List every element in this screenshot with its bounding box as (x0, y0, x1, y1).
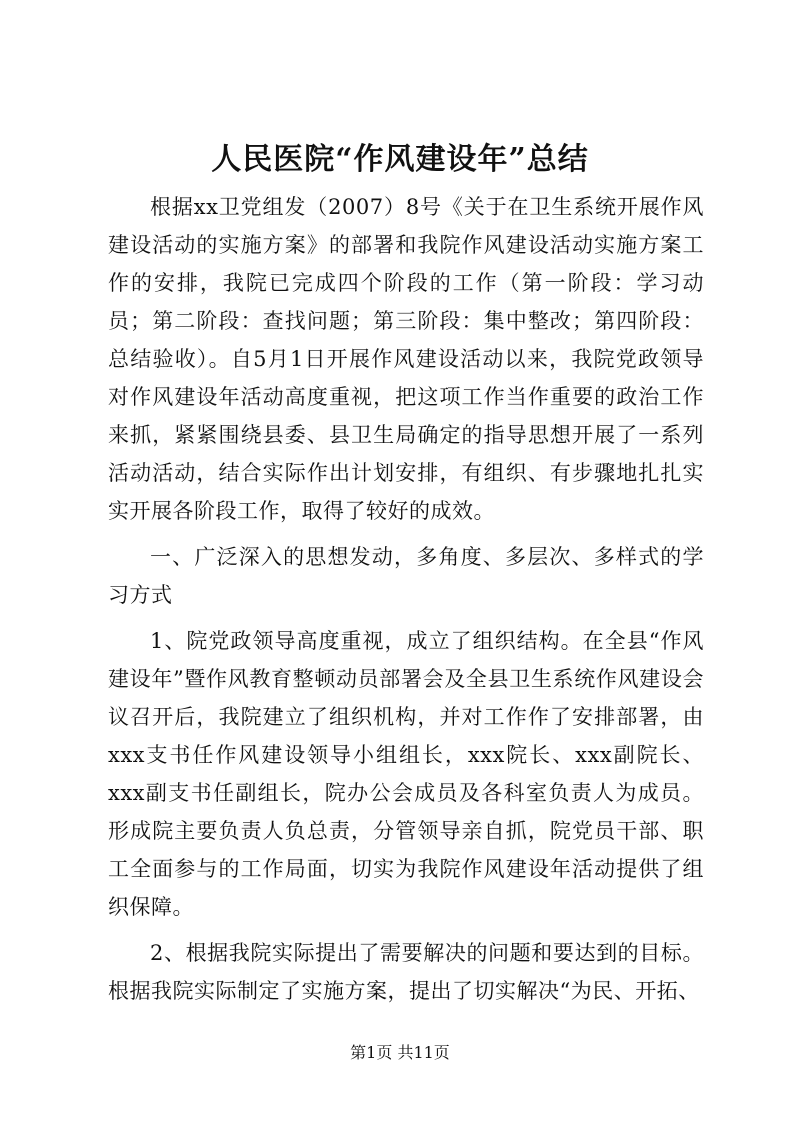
paragraph-item-1: 1、院党政领导高度重视，成立了组织结构。在全县“作风建设年”暨作风教育整顿动员部署会及全县卫生系统作风建设会议召开后，我院建立了组织机构，并对工作作了安排部署，由xxx支书任作风建设领导小组组长，xxx院长、xxx副院长、xxx副支书任副组长，院办公会成员及各科室负责人为成员。形成院主要负责人负总责，分管领导亲自抓，院党员干部、职工全面参与的工作局面，切实为我院作风建设年活动提供了组织保障。 (108, 629, 704, 919)
page-footer: 第1页 共11页 (350, 1043, 450, 1062)
document-body (108, 188, 704, 1010)
paragraph-intro: 根据xx卫党组发（2007）8号《关于在卫生系统开展作风建设活动的实施方案》的部署和我院作风建设活动实施方案工作的安排，我院已完成四个阶段的工作（第一阶段：学习动员；第二阶段：查找问题；第三阶段：集中整改；第四阶段：总结验收）。自5月1日开展作风建设活动以来，我院党政领导对作风建设年活动高度重视，把这项工作当作重要的政治工作来抓，紧紧围绕县委、县卫生局确定的指导思想开展了一系列活动活动，结合实际作出计划安排，有组织、有步骤地扎扎实实开展各阶段工作，取得了较好的成效。 (108, 195, 704, 523)
document-title: 人民医院“作风建设年”总结 (211, 142, 589, 177)
paragraph-item-2: 2、根据我院实际提出了需要解决的问题和要达到的目标。根据我院实际制定了实施方案，提出了切实解决“为民、开拓、 (108, 941, 704, 1003)
paragraph-section-heading: 一、广泛深入的思想发动，多角度、多层次、多样式的学习方式 (108, 545, 704, 607)
